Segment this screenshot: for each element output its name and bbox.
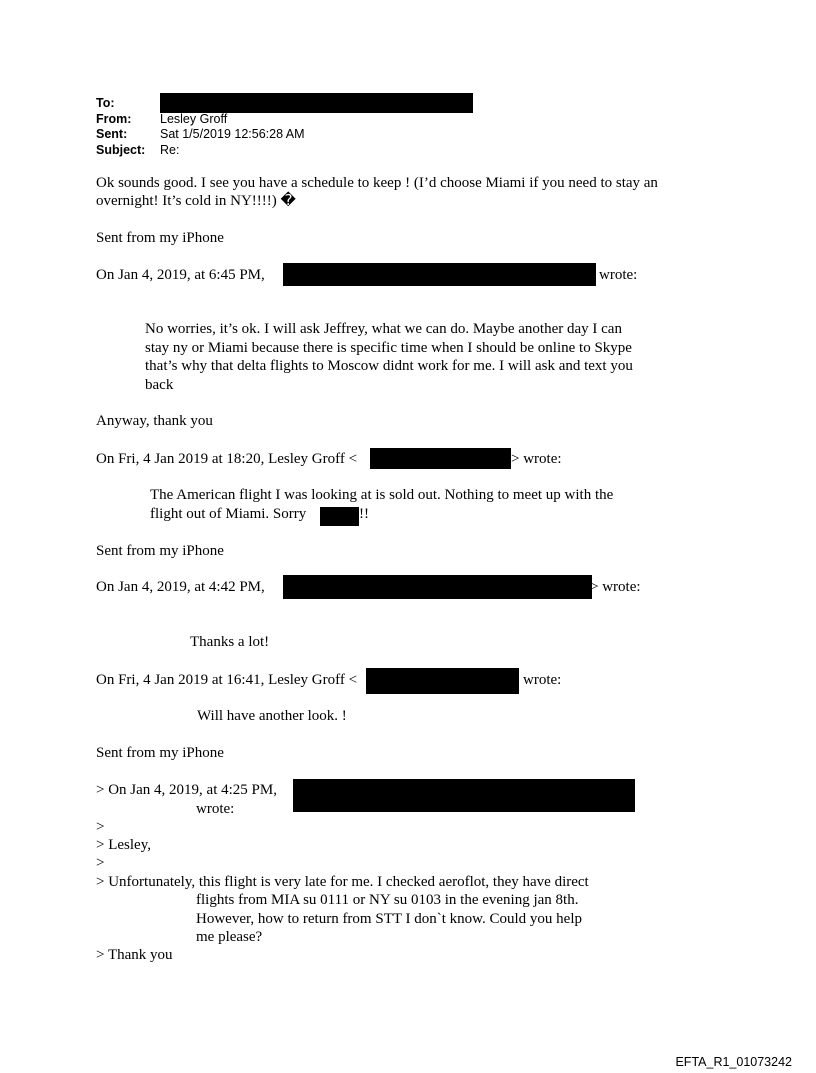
quote-attribution: > On Jan 4, 2019, at 4:25 PM,	[96, 782, 277, 798]
subject-value: Re:	[160, 143, 180, 157]
redaction-bar	[283, 263, 596, 286]
body-line: overnight! It’s cold in NY!!!!) �	[96, 193, 296, 209]
sent-label: Sent:	[96, 127, 128, 141]
quoted-line: flight out of Miami. Sorry	[150, 506, 307, 522]
quoted-line: stay ny or Miami because there is specific time when I should be online to Skype	[145, 340, 632, 356]
redaction-bar	[366, 668, 519, 694]
quoted-line-suffix: !!	[359, 506, 369, 522]
document-id: EFTA_R1_01073242	[675, 1055, 792, 1069]
quoted-line: that’s why that delta flights to Moscow didnt work for me. I will ask and text you	[145, 358, 633, 374]
quoted-line: Thanks a lot!	[190, 634, 270, 650]
quoted-line: > Unfortunately, this flight is very late for me. I checked aeroflot, they have direct	[96, 874, 589, 890]
quoted-line: >	[96, 819, 105, 835]
signature-line: Sent from my iPhone	[96, 543, 224, 559]
to-label: To:	[96, 96, 115, 110]
quote-attribution-suffix: wrote:	[196, 801, 235, 817]
quoted-line: > Thank you	[96, 947, 173, 963]
quote-attribution-suffix: > wrote:	[590, 579, 641, 595]
signature-line: Sent from my iPhone	[96, 230, 224, 246]
redaction-bar	[160, 93, 473, 113]
from-label: From:	[96, 112, 132, 126]
sent-value: Sat 1/5/2019 12:56:28 AM	[160, 127, 305, 141]
quoted-line: The American flight I was looking at is sold out. Nothing to meet up with the	[150, 487, 614, 503]
redaction-bar	[283, 575, 592, 599]
from-value: Lesley Groff	[160, 112, 228, 126]
quote-attribution: On Fri, 4 Jan 2019 at 18:20, Lesley Groff <	[96, 451, 358, 467]
quoted-line: However, how to return from STT I don`t know. Could you help	[196, 911, 583, 927]
quote-attribution-suffix: > wrote:	[511, 451, 562, 467]
body-line: Anyway, thank you	[96, 413, 213, 429]
quoted-line: flights from MIA su 0111 or NY su 0103 in the evening jan 8th.	[196, 892, 579, 908]
quote-attribution: On Jan 4, 2019, at 4:42 PM,	[96, 579, 265, 595]
quoted-line: Will have another look. !	[197, 708, 347, 724]
redaction-bar	[320, 507, 359, 526]
quoted-line: No worries, it’s ok. I will ask Jeffrey, what we can do. Maybe another day I can	[145, 321, 622, 337]
quote-attribution-suffix: wrote:	[523, 672, 562, 688]
subject-label: Subject:	[96, 143, 146, 157]
quote-attribution-suffix: wrote:	[599, 267, 638, 283]
redaction-bar	[293, 779, 635, 812]
quoted-line: back	[145, 377, 174, 393]
redaction-bar	[370, 448, 511, 469]
quoted-line: > Lesley,	[96, 837, 151, 853]
quoted-line: >	[96, 855, 105, 871]
quote-attribution: On Jan 4, 2019, at 6:45 PM,	[96, 267, 265, 283]
signature-line: Sent from my iPhone	[96, 745, 224, 761]
quoted-line: me please?	[196, 929, 263, 945]
quote-attribution: On Fri, 4 Jan 2019 at 16:41, Lesley Groff <	[96, 672, 358, 688]
body-line: Ok sounds good. I see you have a schedule to keep ! (I’d choose Miami if you need to stay an	[96, 175, 658, 191]
